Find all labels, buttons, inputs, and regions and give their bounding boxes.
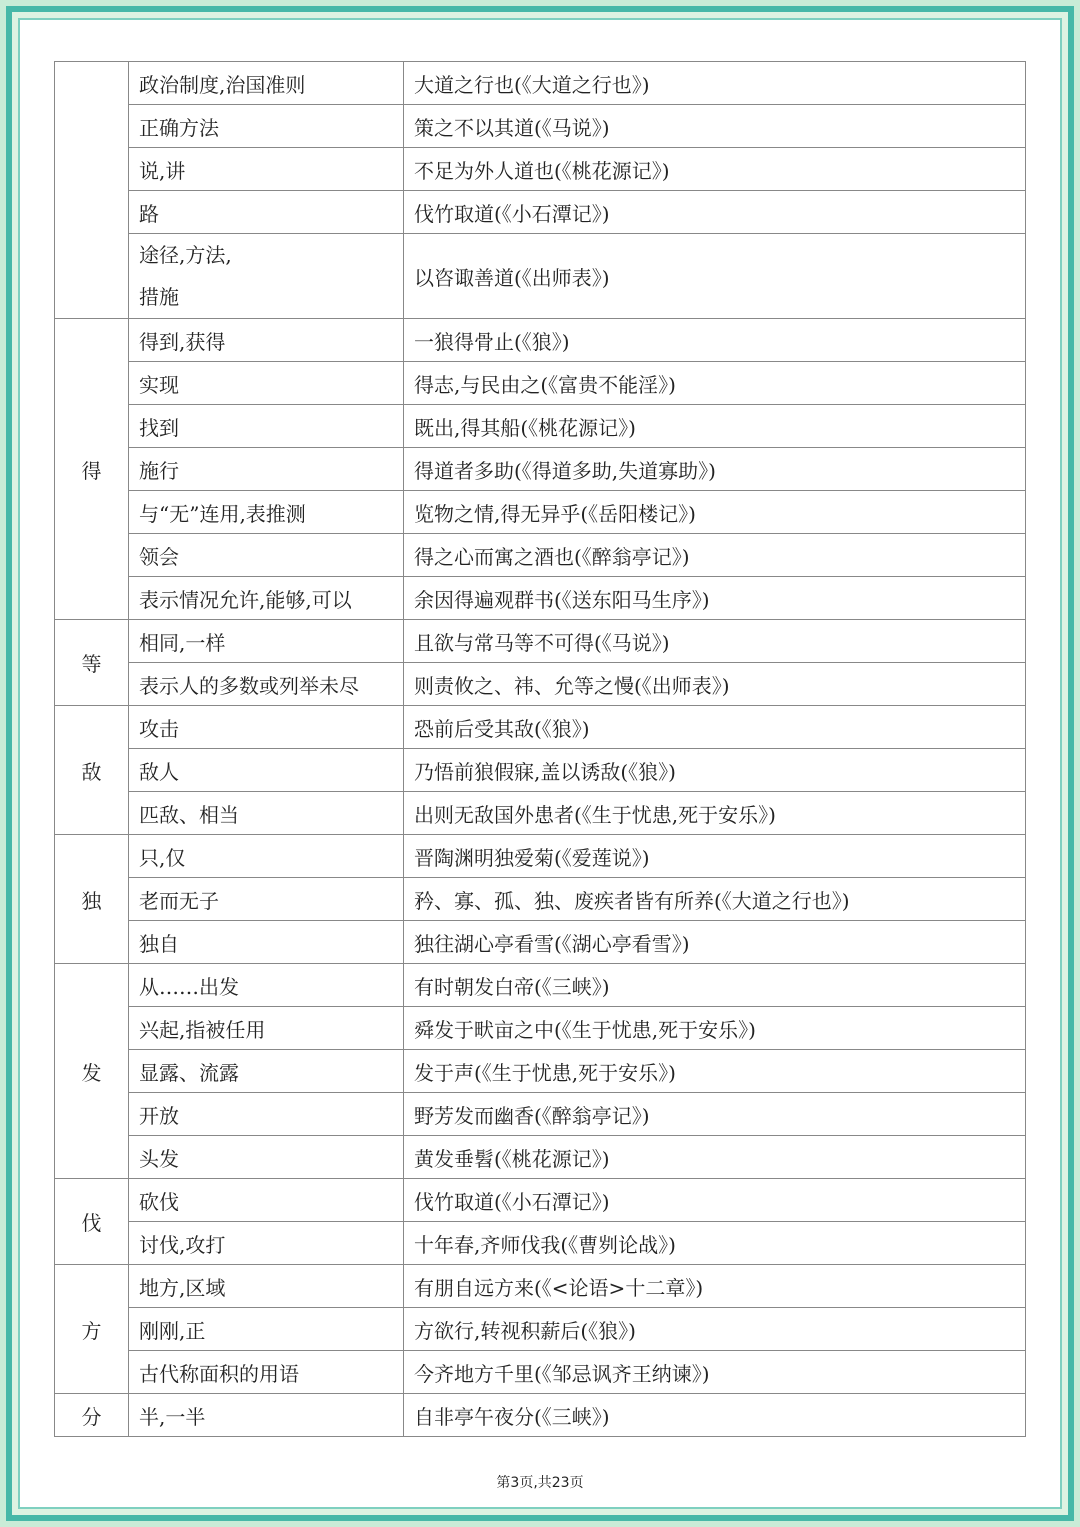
meaning-cell: 从……出发 (129, 964, 404, 1007)
example-cell: 得之心而寓之酒也(《醉翁亭记》) (404, 534, 1026, 577)
example-cell: 出则无敌国外患者(《生于忧患,死于安乐》) (404, 792, 1026, 835)
example-cell: 一狼得骨止(《狼》) (404, 319, 1026, 362)
meaning-cell: 路 (129, 191, 404, 234)
example-cell: 晋陶渊明独爱菊(《爱莲说》) (404, 835, 1026, 878)
meaning-cell: 领会 (129, 534, 404, 577)
table-row (55, 964, 1026, 1007)
meaning-cell: 得到,获得 (129, 319, 404, 362)
table-row (55, 191, 1026, 234)
example-cell: 得道者多助(《得道多助,失道寡助》) (404, 448, 1026, 491)
table-row (55, 749, 1026, 792)
example-cell: 恐前后受其敌(《狼》) (404, 706, 1026, 749)
meaning-line: 措施 (139, 285, 179, 309)
meaning-cell: 兴起,指被任用 (129, 1007, 404, 1050)
example-cell: 则责攸之、祎、允等之慢(《出师表》) (404, 663, 1026, 706)
table-row (55, 1179, 1026, 1222)
headword-cell: 独 (55, 835, 129, 964)
table-row (55, 148, 1026, 191)
example-cell: 且欲与常马等不可得(《马说》) (404, 620, 1026, 663)
meaning-cell: 实现 (129, 362, 404, 405)
meaning-cell: 正确方法 (129, 105, 404, 148)
meaning-line: 途径,方法, (139, 243, 232, 267)
example-cell: 览物之情,得无异乎(《岳阳楼记》) (404, 491, 1026, 534)
table-row (55, 234, 1026, 319)
table-row (55, 62, 1026, 105)
meaning-cell: 找到 (129, 405, 404, 448)
example-cell: 不足为外人道也(《桃花源记》) (404, 148, 1026, 191)
headword-cell: 分 (55, 1394, 129, 1437)
example-cell: 方欲行,转视积薪后(《狼》) (404, 1308, 1026, 1351)
example-cell: 伐竹取道(《小石潭记》) (404, 191, 1026, 234)
meaning-cell: 砍伐 (129, 1179, 404, 1222)
table-row (55, 1136, 1026, 1179)
example-cell: 乃悟前狼假寐,盖以诱敌(《狼》) (404, 749, 1026, 792)
meaning-cell: 攻击 (129, 706, 404, 749)
table-row (55, 1394, 1026, 1437)
meaning-cell: 头发 (129, 1136, 404, 1179)
table-row (55, 792, 1026, 835)
meaning-cell: 说,讲 (129, 148, 404, 191)
table-row (55, 534, 1026, 577)
table-row (55, 1222, 1026, 1265)
meaning-cell: 施行 (129, 448, 404, 491)
meaning-cell: 敌人 (129, 749, 404, 792)
example-cell: 自非亭午夜分(《三峡》) (404, 1394, 1026, 1437)
table-row (55, 362, 1026, 405)
meaning-cell: 政治制度,治国准则 (129, 62, 404, 105)
meaning-cell: 老而无子 (129, 878, 404, 921)
headword-cell: 伐 (55, 1179, 129, 1265)
example-cell: 今齐地方千里(《邹忌讽齐王纳谏》) (404, 1351, 1026, 1394)
meaning-cell: 显露、流露 (129, 1050, 404, 1093)
example-cell: 独往湖心亭看雪(《湖心亭看雪》) (404, 921, 1026, 964)
table-row (55, 577, 1026, 620)
meaning-cell: 只,仅 (129, 835, 404, 878)
headword-cell: 方 (55, 1265, 129, 1394)
meaning-cell: 表示情况允许,能够,可以 (129, 577, 404, 620)
meaning-cell: 表示人的多数或列举未尽 (129, 663, 404, 706)
meaning-cell: 匹敌、相当 (129, 792, 404, 835)
example-cell: 十年春,齐师伐我(《曹刿论战》) (404, 1222, 1026, 1265)
meaning-cell: 古代称面积的用语 (129, 1351, 404, 1394)
example-cell: 舜发于畎亩之中(《生于忧患,死于安乐》) (404, 1007, 1026, 1050)
meaning-cell: 讨伐,攻打 (129, 1222, 404, 1265)
table-row (55, 663, 1026, 706)
table-row (55, 1007, 1026, 1050)
example-cell: 既出,得其船(《桃花源记》) (404, 405, 1026, 448)
table-row (55, 1265, 1026, 1308)
table-row (55, 921, 1026, 964)
example-cell: 得志,与民由之(《富贵不能淫》) (404, 362, 1026, 405)
headword-cell: 等 (55, 620, 129, 706)
headword-cell: 得 (55, 319, 129, 620)
table-body (55, 62, 1026, 1437)
meaning-cell: 相同,一样 (129, 620, 404, 663)
headword-cell (55, 62, 129, 319)
example-cell: 黄发垂髫(《桃花源记》) (404, 1136, 1026, 1179)
headword-cell: 发 (55, 964, 129, 1179)
table-row (55, 1050, 1026, 1093)
meaning-cell: 刚刚,正 (129, 1308, 404, 1351)
table-row (55, 1351, 1026, 1394)
table-row (55, 405, 1026, 448)
table-row (55, 105, 1026, 148)
table-row (55, 1308, 1026, 1351)
example-cell: 策之不以其道(《马说》) (404, 105, 1026, 148)
example-cell: 有朋自远方来(《<论语>十二章》) (404, 1265, 1026, 1308)
table-row (55, 706, 1026, 749)
vocabulary-table (54, 61, 1026, 1437)
example-cell: 伐竹取道(《小石潭记》) (404, 1179, 1026, 1222)
table-row (55, 835, 1026, 878)
example-cell: 余因得遍观群书(《送东阳马生序》) (404, 577, 1026, 620)
example-cell: 以咨诹善道(《出师表》) (404, 234, 1026, 319)
table-row (55, 620, 1026, 663)
table-row (55, 319, 1026, 362)
example-cell: 大道之行也(《大道之行也》) (404, 62, 1026, 105)
meaning-cell (129, 234, 404, 319)
headword-cell: 敌 (55, 706, 129, 835)
meaning-cell: 开放 (129, 1093, 404, 1136)
example-cell: 发于声(《生于忧患,死于安乐》) (404, 1050, 1026, 1093)
table-row (55, 878, 1026, 921)
meaning-cell: 地方,区域 (129, 1265, 404, 1308)
table-row (55, 1093, 1026, 1136)
table-row (55, 491, 1026, 534)
example-cell: 野芳发而幽香(《醉翁亭记》) (404, 1093, 1026, 1136)
example-cell: 有时朝发白帝(《三峡》) (404, 964, 1026, 1007)
example-cell: 矜、寡、孤、独、废疾者皆有所养(《大道之行也》) (404, 878, 1026, 921)
table-row (55, 448, 1026, 491)
page-number: 第3页,共23页 (496, 1475, 584, 1491)
meaning-cell: 与“无”连用,表推测 (129, 491, 404, 534)
meaning-cell: 独自 (129, 921, 404, 964)
meaning-cell: 半,一半 (129, 1394, 404, 1437)
